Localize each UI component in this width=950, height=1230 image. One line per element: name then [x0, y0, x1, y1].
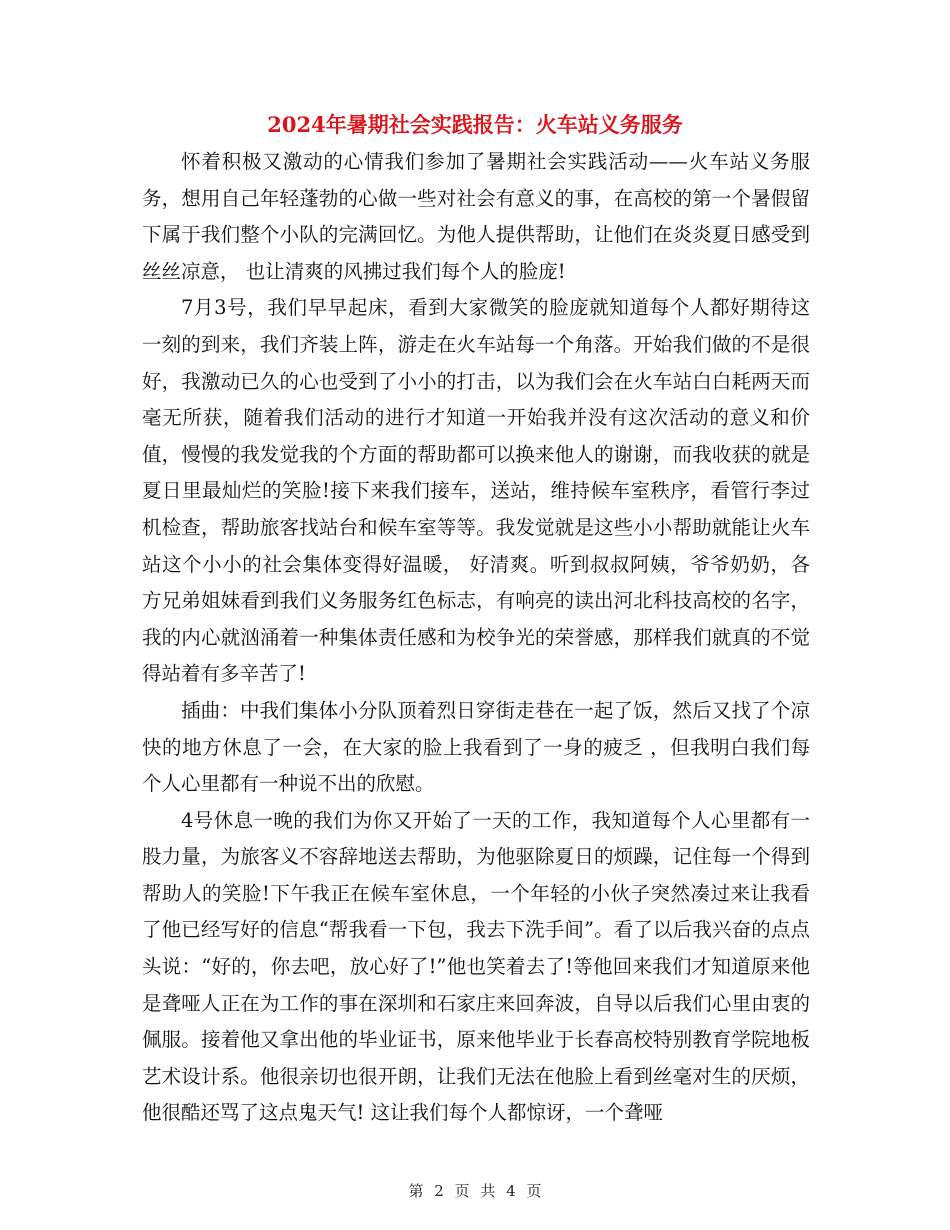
page-footer: 第 2 页 共 4 页 — [408, 1182, 542, 1200]
document-body — [142, 144, 810, 1132]
document-title: 2024年暑期社会实践报告：火车站义务服务 — [267, 112, 683, 137]
paragraph: 插曲：中我们集体小分队顶着烈日穿街走巷在一起了饭，然后又找了个凉快的地方休息了一会，在大家的脸上我看到了一身的疲乏 ，但我明白我们每个人心里都有一种说不出的欣慰。 — [142, 698, 810, 796]
paragraph: 怀着积极又激动的心情我们参加了暑期社会实践活动——火车站义务服务，想用自己年轻蓬勃的心做一些对社会有意义的事，在高校的第一个暑假留下属于我们整个小队的完满回忆。为他人提供帮助，让他们在炎炎夏日感受到丝丝凉意， 也让清爽的风拂过我们每个人的脸庞! — [142, 150, 810, 283]
paragraph: 7月3号，我们早早起床，看到大家微笑的脸庞就知道每个人都好期待这一刻的到来，我们齐装上阵，游走在火车站每一个角落。开始我们做的不是很好，我激动已久的心也受到了小小的打击，以为我们会在火车站白白耗两天而毫无所获，随着我们活动的进行才知道一开始我并没有这次活动的意义和价值，慢慢的我发觉我的个方面的帮助都可以换来他人的谢谢，而我收获的就是夏日里最灿烂的笑脸!接下来我们接车，送站，维持候车室秩序，看管行李过机检查，帮助旅客找站台和候车室等等。我发觉就是这些小小帮助就能让火车站这个小小的社会集体变得好温暖， 好清爽。听到叔叔阿姨，爷爷奶奶，各方兄弟姐妹看到我们义务服务红色标志，有响亮的读出河北科技高校的名字，我的内心就汹涌着一种集体责任感和为校争光的荣誉感，那样我们就真的不觉得站着有多辛苦了! — [142, 296, 810, 686]
paragraph: 4号休息一晚的我们为你又开始了一天的工作，我知道每个人心里都有一股力量，为旅客义不容辞地送去帮助，为他驱除夏日的烦躁，记住每一个得到帮助人的笑脸!下午我正在候车室休息，一个年轻的小伙子突然凑过来让我看了他已经写好的信息“帮我看一下包，我去下洗手间”。看了以后我兴奋的点点头说：“好的，你去吧，放心好了!”他也笑着去了!等他回来我们才知道原来他是聋哑人正在为工作的事在深圳和石家庄来回奔波，自导以后我们心里由衷的佩服。接着他又拿出他的毕业证书，原来他毕业于长春高校特别教育学院地板艺术设计系。他很亲切也很开朗，让我们无法在他脸上看到丝毫对生的厌烦，他很酷还骂了这点鬼天气! 这让我们每个人都惊讶，一个聋哑 — [142, 808, 810, 1125]
